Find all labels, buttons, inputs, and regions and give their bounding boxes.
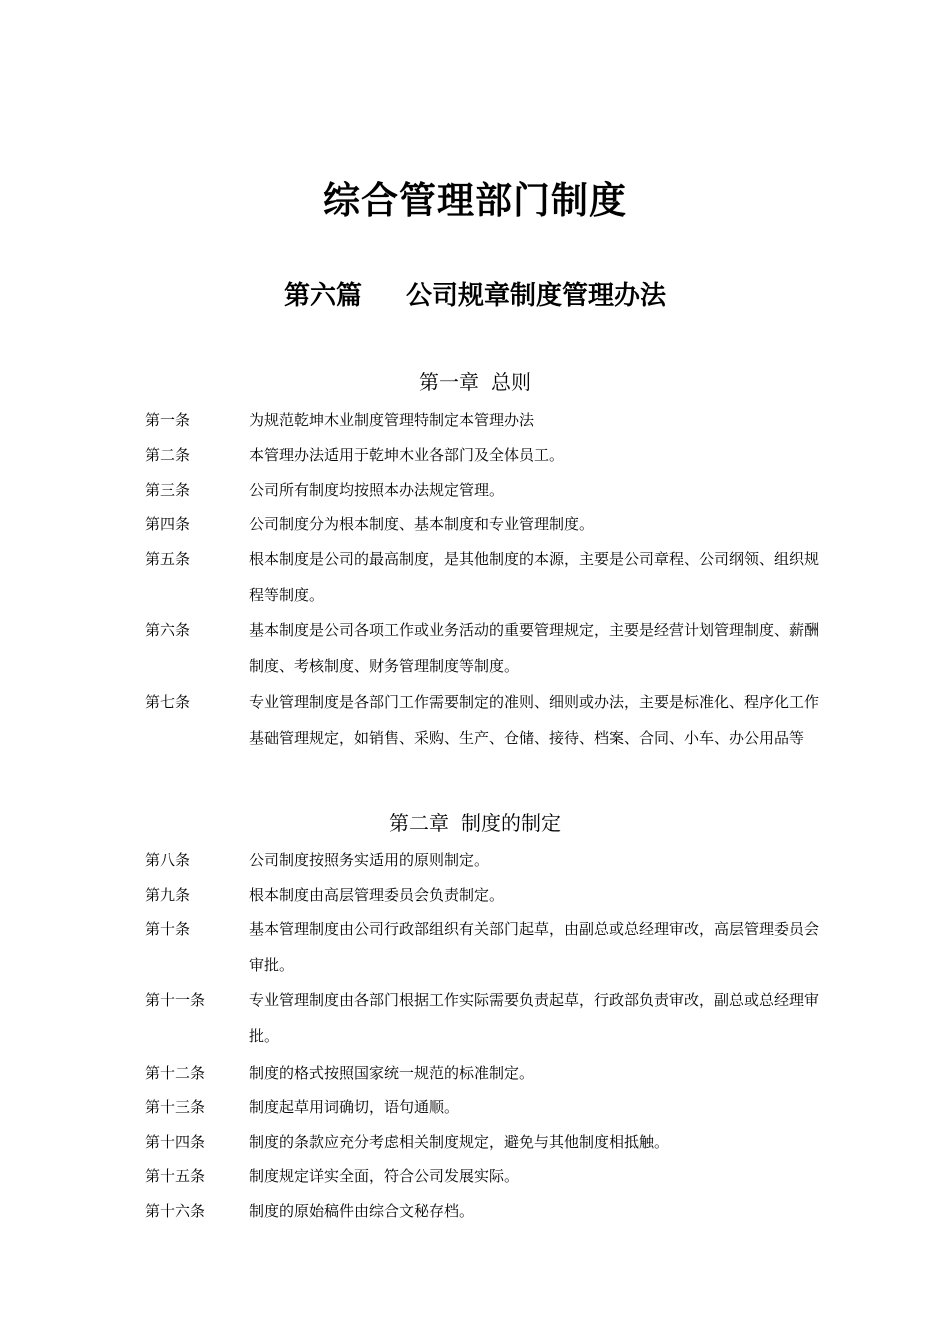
article: [145, 1193, 825, 1229]
article: [145, 472, 825, 508]
article-text: 根本制度是公司的最高制度，是其他制度的本源，主要是公司章程、公司纲领、组织规程等制度。: [249, 550, 820, 604]
article-text: 本管理办法适用于乾坤木业各部门及全体员工。: [249, 446, 565, 464]
article-number: 第十二条: [145, 1064, 206, 1082]
article-number: 第三条: [145, 481, 191, 499]
article-text: 专业管理制度是各部门工作需要制定的准则、细则或办法，主要是标准化、程序化工作基础管理规定，如销售、采购、生产、仓储、接待、档案、合同、小车、办公用品等: [249, 693, 820, 747]
article: [145, 612, 825, 684]
article-number: 第一条: [145, 411, 191, 429]
article: [145, 1089, 825, 1125]
part-name: 公司规章制度管理办法: [406, 281, 667, 311]
article-number: 第八条: [145, 851, 191, 869]
article-text: 公司制度分为根本制度、基本制度和专业管理制度。: [249, 515, 595, 533]
article: [145, 1158, 825, 1194]
article-number: 第五条: [145, 550, 191, 568]
article-text: 公司所有制度均按照本办法规定管理。: [249, 481, 505, 499]
article-text: 制度规定详实全面，符合公司发展实际。: [249, 1167, 520, 1185]
article-text: 根本制度由高层管理委员会负责制定。: [249, 886, 505, 904]
article: [145, 1055, 825, 1091]
article-number: 第十条: [145, 920, 191, 938]
article: [145, 842, 825, 878]
chapter-number: 第二章: [389, 811, 449, 835]
part-heading: [0, 276, 950, 316]
document-title: 综合管理部门制度: [323, 178, 627, 222]
chapter-name: 总则: [491, 370, 531, 394]
article: [145, 1124, 825, 1160]
article-text: 制度起草用词确切，语句通顺。: [249, 1098, 460, 1116]
chapter-heading: [0, 366, 950, 398]
article-text: 基本管理制度由公司行政部组织有关部门起草，由副总或总经理审改，高层管理委员会审批。: [249, 920, 820, 974]
article-number: 第十五条: [145, 1167, 206, 1185]
article-text: 专业管理制度由各部门根据工作实际需要负责起草，行政部负责审改，副总或总经理审批。: [249, 991, 820, 1045]
article-text: 为规范乾坤木业制度管理特制定本管理办法: [249, 411, 535, 429]
article-text: 制度的条款应充分考虑相关制度规定，避免与其他制度相抵触。: [249, 1133, 670, 1151]
article-number: 第四条: [145, 515, 191, 533]
article-text: 公司制度按照务实适用的原则制定。: [249, 851, 490, 869]
article: [145, 402, 825, 438]
article: [145, 506, 825, 542]
article: [145, 911, 825, 983]
article-text: 基本制度是公司各项工作或业务活动的重要管理规定，主要是经营计划管理制度、薪酬制度、考核制度、财务管理制度等制度。: [249, 621, 820, 675]
article: [145, 982, 825, 1054]
article-number: 第九条: [145, 886, 191, 904]
article-number: 第十四条: [145, 1133, 206, 1151]
article-number: 第十三条: [145, 1098, 206, 1116]
article: [145, 684, 825, 756]
article-number: 第六条: [145, 621, 191, 639]
article: [145, 437, 825, 473]
part-number: 第六篇: [283, 281, 362, 311]
article-number: 第十一条: [145, 991, 206, 1009]
chapter-number: 第一章: [419, 370, 479, 394]
article-number: 第七条: [145, 693, 191, 711]
chapter-name: 制度的制定: [461, 811, 561, 835]
article-text: 制度的原始稿件由综合文秘存档。: [249, 1202, 475, 1220]
article: [145, 541, 825, 613]
article: [145, 877, 825, 913]
article-number: 第十六条: [145, 1202, 206, 1220]
article-number: 第二条: [145, 446, 191, 464]
chapter-heading: [0, 807, 950, 839]
article-text: 制度的格式按照国家统一规范的标准制定。: [249, 1064, 535, 1082]
